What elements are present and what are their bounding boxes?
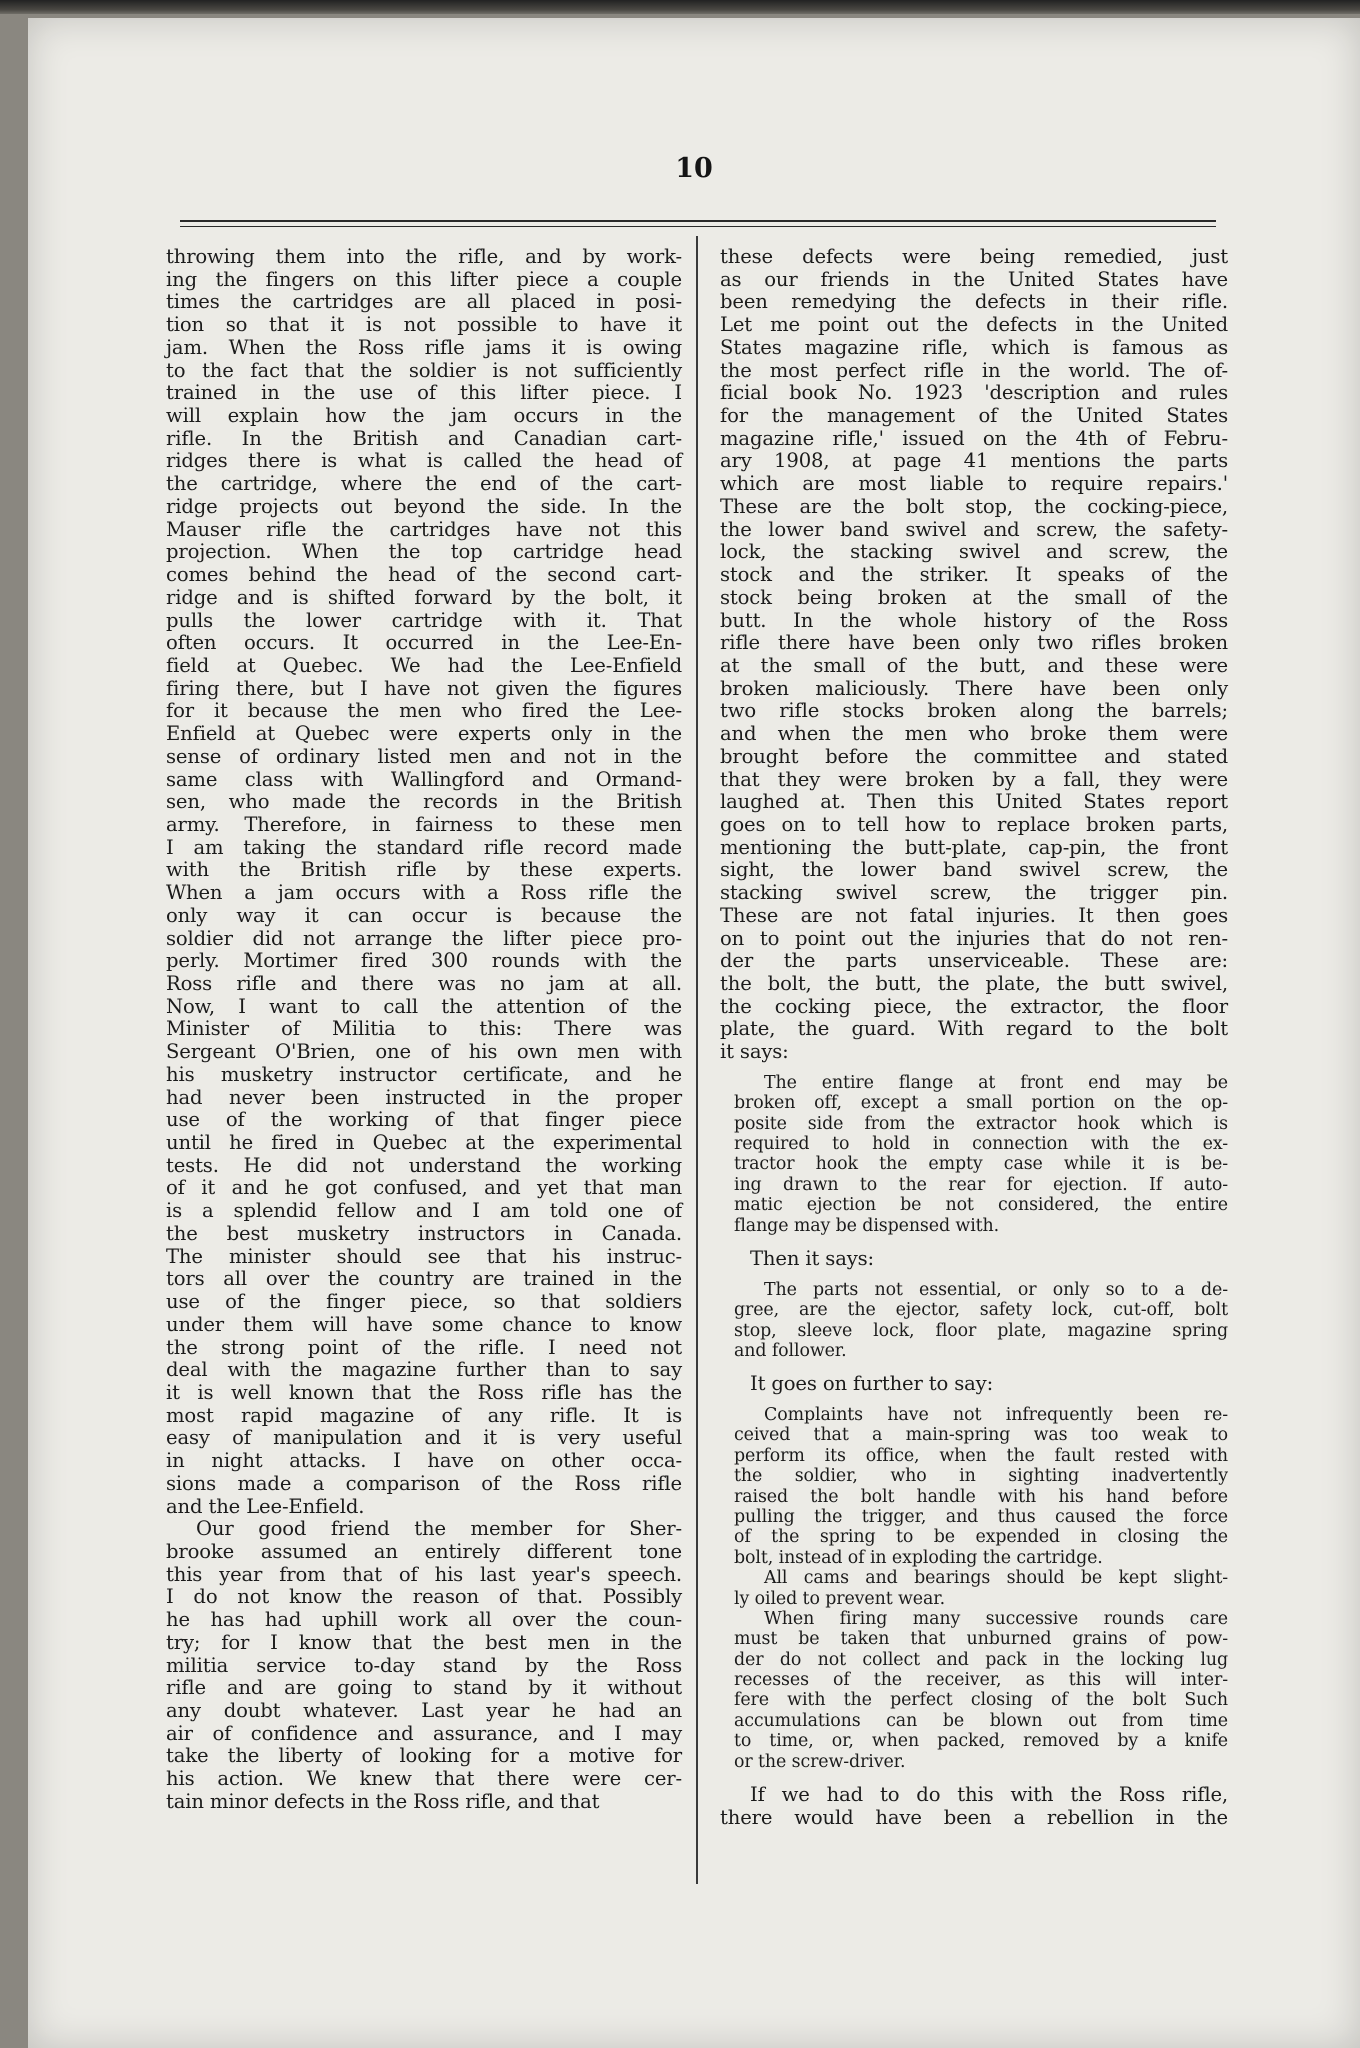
body-text-line: rifle. In the British and Canadian cart- [166, 426, 682, 450]
quoted-text-line: the soldier, who in sighting inadvertently [734, 1466, 1228, 1487]
body-text-line: any doubt whatever. Last year he had an [166, 1699, 682, 1722]
body-text-line: When a jam occurs with a Ross rifle the [166, 881, 682, 905]
body-text-line: These are not fatal injuries. It then goes [720, 903, 1228, 927]
body-text-line: trained in the use of this lifter piece. I [166, 381, 682, 405]
quoted-text-line: All cams and bearings should be kept slight- [764, 1568, 1228, 1589]
body-text-line: his musketry instructor certificate, and he [166, 1062, 682, 1086]
quoted-text-line: must be taken that unburned grains of pow- [734, 1629, 1228, 1650]
body-text-line: that they were broken by a fall, they were [720, 767, 1228, 791]
body-text-line: ridge projects out beyond the side. In the [166, 494, 682, 518]
body-text-line: ing the fingers on this lifter piece a couple [166, 267, 682, 291]
body-text-line: brought before the committee and stated [720, 744, 1228, 768]
body-text-line: will explain how the jam occurs in the [166, 404, 682, 428]
body-text-line: to the fact that the soldier is not sufficiently [166, 358, 682, 382]
body-text-line: until he fired in Quebec at the experimental [166, 1131, 682, 1155]
body-text-line: comes behind the head of the second cart- [166, 563, 682, 587]
body-text-line: goes on to tell how to replace broken parts, [720, 812, 1228, 836]
body-text-line: the lower band swivel and screw, the safety- [720, 517, 1228, 541]
quoted-text-line: matic ejection be not considered, the entire [734, 1195, 1228, 1216]
quoted-text-line: flange may be dispensed with. [734, 1215, 1000, 1236]
quoted-text-line: bolt, instead of in exploding the cartridge. [734, 1547, 1103, 1568]
body-text-line: rifle there have been only two rifles broken [720, 631, 1228, 655]
body-text-line: for it because the men who fired the Lee- [166, 699, 682, 723]
body-text-line: only way it can occur is because the [166, 903, 682, 927]
body-text-line: tion so that it is not possible to have it [166, 313, 682, 337]
body-text-line: sions made a comparison of the Ross rifle [166, 1471, 682, 1495]
body-text-line: and when the men who broke them were [720, 722, 1228, 746]
paragraph-gap [720, 1064, 1228, 1073]
body-text-line: use of the finger piece, so that soldiers [166, 1290, 682, 1314]
quoted-text-line: Complaints have not infrequently been re- [764, 1405, 1228, 1425]
quoted-text-line: When firing many successive rounds care [764, 1608, 1228, 1629]
body-text-line: If we had to do this with the Ross rifle, [750, 1783, 1228, 1807]
body-text-line: had never been instructed in the proper [166, 1085, 682, 1109]
quoted-text-line: raised the bolt handle with his hand before [734, 1486, 1228, 1507]
quoted-text-line: ing drawn to the rear for ejection. If auto- [734, 1174, 1228, 1195]
body-text-line: sense of ordinary listed men and not in the [166, 744, 682, 768]
body-text-line: It goes on further to say: [750, 1372, 994, 1396]
body-text-line: ridges there is what is called the head of [166, 449, 682, 473]
body-text-line: he has had uphill work all over the coun- [166, 1608, 682, 1632]
column-divider [696, 236, 698, 1884]
body-text-line: the cocking piece, the extractor, the floor [720, 994, 1228, 1018]
quoted-text-line: stop, sleeve lock, floor plate, magazine spring [734, 1320, 1228, 1341]
quoted-text-line: der do not collect and pack in the locking lug [734, 1649, 1228, 1670]
body-text-line: air of confidence and assurance, and I may [166, 1721, 682, 1745]
body-text-line: Enfield at Quebec were experts only in the [166, 722, 682, 746]
body-text-line: Our good friend the member for Sher- [196, 1517, 682, 1541]
body-text-line: Then it says: [750, 1247, 875, 1270]
body-text-line: which are most liable to require repairs.' [720, 472, 1228, 496]
quoted-text-line: gree, are the ejector, safety lock, cut-off, bolt [734, 1300, 1228, 1321]
body-text-line: mentioning the butt-plate, cap-pin, the front [720, 835, 1228, 859]
quoted-text-line: of the spring to be expended in closing the [734, 1527, 1228, 1548]
page-number: 10 [675, 153, 713, 184]
paragraph-gap [720, 1396, 1228, 1405]
body-text-line: Ross rifle and there was no jam at all. [166, 972, 682, 995]
body-text-line: brooke assumed an entirely different tone [166, 1539, 682, 1563]
quoted-text-line: fere with the perfect closing of the bolt Such [734, 1690, 1228, 1711]
quoted-text-line: perform its office, when the fault rested with [734, 1445, 1228, 1466]
body-text-line: der the parts unserviceable. These are: [720, 949, 1228, 973]
body-text-line: soldier did not arrange the lifter piece pro- [166, 926, 682, 950]
body-text-line: militia service to-day stand by the Ross [166, 1653, 682, 1677]
body-text-line: most rapid magazine of any rifle. It is [166, 1403, 682, 1427]
body-text-line: for the management of the United States [720, 404, 1228, 428]
header-rule-bottom [180, 226, 1216, 227]
body-text-line: These are the bolt stop, the cocking-piece, [720, 494, 1228, 518]
body-text-line: stock being broken at the small of the [720, 585, 1228, 609]
body-text-line: I am taking the standard rifle record made [166, 835, 682, 859]
body-text-line: tors all over the country are trained in the [166, 1267, 682, 1291]
body-text-line: Let me point out the defects in the United [720, 313, 1228, 337]
body-text-line: the most perfect rifle in the world. The of- [720, 358, 1228, 382]
body-text-line: the best musketry instructors in Canada. [166, 1221, 682, 1245]
body-text-line: at the small of the butt, and these were [720, 653, 1228, 677]
body-text-line: ficial book No. 1923 'description and rules [720, 381, 1228, 405]
body-text-line: in night attacks. I have on other occa- [166, 1449, 682, 1473]
quoted-text-line: to time, or, when packed, removed by a knife [734, 1731, 1228, 1752]
body-text-line: broken maliciously. There have been only [720, 676, 1228, 700]
body-text-line: Mauser rifle the cartridges have not this [166, 517, 682, 541]
body-text-line: his action. We knew that there were cer- [166, 1767, 682, 1791]
quoted-text-line: broken off, except a small portion on the op- [734, 1093, 1228, 1114]
body-text-line: I do not know the reason of that. Possibly [166, 1585, 682, 1609]
body-text-line: plate, the guard. With regard to the bolt [720, 1017, 1228, 1041]
quoted-text-line: posite side from the extractor hook which is [734, 1113, 1228, 1134]
body-text-line: as our friends in the United States have [720, 267, 1228, 291]
body-text-line: ary 1908, at page 41 mentions the parts [720, 449, 1228, 473]
body-text-line: lock, the stacking swivel and screw, the [720, 540, 1228, 564]
quoted-text-line: pulling the trigger, and thus caused the force [734, 1506, 1228, 1527]
quoted-text-line: and follower. [734, 1340, 847, 1361]
body-text-line: deal with the magazine further than to say [166, 1358, 682, 1382]
body-text-line: laughed at. Then this United States report [720, 790, 1228, 814]
right-column [720, 246, 1228, 1829]
body-text-line: field at Quebec. We had the Lee-Enfield [166, 653, 682, 677]
body-text-line: sight, the lower band swivel screw, the [720, 858, 1228, 882]
body-text-line: stock and the striker. It speaks of the [720, 563, 1228, 587]
body-text-line: the cartridge, where the end of the cart- [166, 472, 682, 496]
body-text-line: use of the working of that finger piece [166, 1108, 682, 1132]
quoted-text-line: ly oiled to prevent wear. [734, 1588, 945, 1609]
body-text-line: the strong point of the rifle. I need not [166, 1335, 682, 1359]
header-rule-top [180, 220, 1216, 222]
quoted-text-line: required to hold in connection with the ex- [734, 1134, 1228, 1155]
body-text-line: take the liberty of looking for a motive for [166, 1744, 682, 1768]
body-text-line: it says: [720, 1040, 789, 1064]
document-page [28, 18, 1360, 2048]
body-text-line: pulls the lower cartridge with it. That [166, 608, 682, 632]
quoted-text-line: recesses of the receiver, as this will inter- [734, 1670, 1228, 1691]
quoted-text-line: or the screw-driver. [734, 1751, 906, 1772]
body-text-line: throwing them into the rifle, and by work- [166, 245, 682, 268]
body-text-line: this year from that of his last year's speech. [166, 1562, 682, 1586]
body-text-line: butt. In the whole history of the Ross [720, 608, 1228, 632]
body-text-line: under them will have some chance to know [166, 1312, 682, 1336]
paragraph-gap [720, 1271, 1228, 1280]
body-text-line: The minister should see that his instruc- [166, 1244, 682, 1268]
body-text-line: States magazine rifle, which is famous as [720, 335, 1228, 359]
quoted-text-line: ceived that a main-spring was too weak to [734, 1425, 1228, 1446]
body-text-line: it is well known that the Ross rifle has the [166, 1380, 682, 1404]
body-text-line: on to point out the injuries that do not ren- [720, 926, 1228, 950]
body-text-line: tests. He did not understand the working [166, 1153, 682, 1177]
quoted-text-line: tractor hook the empty case while it is be- [734, 1154, 1228, 1175]
body-text-line: projection. When the top cartridge head [166, 540, 682, 564]
body-text-line: stacking swivel screw, the trigger pin. [720, 881, 1228, 905]
left-column [166, 246, 682, 1814]
body-text-line: try; for I know that the best men in the [166, 1630, 682, 1654]
body-text-line: with the British rifle by these experts. [166, 858, 682, 882]
body-text-line: easy of manipulation and it is very useful [166, 1426, 682, 1450]
body-text-line: the bolt, the butt, the plate, the butt swivel, [720, 972, 1228, 995]
body-text-line: Now, I want to call the attention of the [166, 994, 682, 1018]
body-text-line: army. Therefore, in fairness to these men [166, 812, 682, 836]
body-text-line: times the cartridges are all placed in posi- [166, 290, 682, 314]
body-text-line: firing there, but I have not given the figures [166, 676, 682, 700]
body-text-line: of it and he got confused, and yet that man [166, 1176, 682, 1200]
quoted-text-line: The parts not essential, or only so to a de- [764, 1279, 1228, 1300]
body-text-line: often occurs. It occurred in the Lee-En- [166, 631, 682, 655]
quoted-text-line: accumulations can be blown out from time [734, 1710, 1228, 1731]
body-text-line: Sergeant O'Brien, one of his own men with [166, 1040, 682, 1064]
body-text-line: same class with Wallingford and Ormand- [166, 767, 682, 791]
body-text-line: magazine rifle,' issued on the 4th of Febru- [720, 426, 1228, 450]
quoted-text-line: The entire flange at front end may be [764, 1072, 1228, 1093]
body-text-line: two rifle stocks broken along the barrels; [720, 699, 1228, 723]
body-text-line: there would have been a rebellion in the [720, 1805, 1228, 1829]
scan-edge-shadow [0, 0, 1360, 14]
body-text-line: and the Lee-Enfield. [166, 1494, 365, 1518]
body-text-line: been remedying the defects in their rifle. [720, 290, 1228, 314]
body-text-line: tain minor defects in the Ross rifle, and that [166, 1789, 600, 1813]
body-text-line: perly. Mortimer fired 300 rounds with the [166, 949, 682, 973]
body-text-line: is a splendid fellow and I am told one of [166, 1199, 682, 1223]
body-text-line: Minister of Militia to this: There was [166, 1017, 682, 1041]
body-text-line: these defects were being remedied, just [720, 245, 1228, 268]
body-text-line: ridge and is shifted forward by the bolt, it [166, 585, 682, 609]
body-text-line: sen, who made the records in the British [166, 790, 682, 814]
body-text-line: jam. When the Ross rifle jams it is owing [166, 335, 682, 359]
body-text-line: rifle and are going to stand by it without [166, 1676, 682, 1700]
